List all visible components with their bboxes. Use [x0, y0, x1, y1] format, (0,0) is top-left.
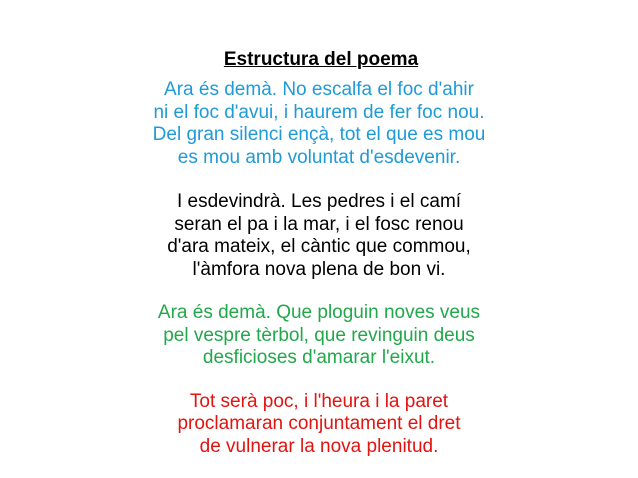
stanza-line: ni el foc d'avui, i haurem de fer foc nou.: [153, 101, 485, 123]
stanza-line: I esdevindrà. Les pedres i el camí: [176, 191, 462, 212]
stanza-line: Ara és demà. No escalfa el foc d'ahir: [164, 79, 474, 100]
stanza-line: proclamaran conjuntament el dret: [177, 413, 461, 434]
stanza-1: [0, 79, 638, 169]
stanza-line: l'àmfora nova plena de bon vi.: [192, 258, 446, 280]
stanza-line: de vulnerar la nova plenitud.: [199, 435, 439, 457]
stanza-line: es mou amb voluntat d'esdevenir.: [177, 146, 461, 168]
stanza-3: [0, 302, 638, 370]
stanza-line: desficioses d'amarar l'eixut.: [202, 347, 436, 368]
poem-title: Estructura del poema: [223, 49, 419, 70]
stanza-line: Del gran silenci ençà, tot el que es mou: [152, 124, 486, 145]
stanza-line: d'ara mateix, el càntic que commou,: [167, 236, 471, 257]
stanza-2: [0, 191, 638, 281]
stanza-line: pel vespre tèrbol, que revinguin deus: [163, 324, 475, 346]
stanza-line: Tot serà poc, i l'heura i la paret: [189, 390, 449, 412]
stanza-4: [0, 391, 638, 459]
stanza-line: seran el pa i la mar, i el fosc renou: [174, 213, 464, 235]
stanza-line: Ara és demà. Que ploguin noves veus: [157, 302, 481, 323]
